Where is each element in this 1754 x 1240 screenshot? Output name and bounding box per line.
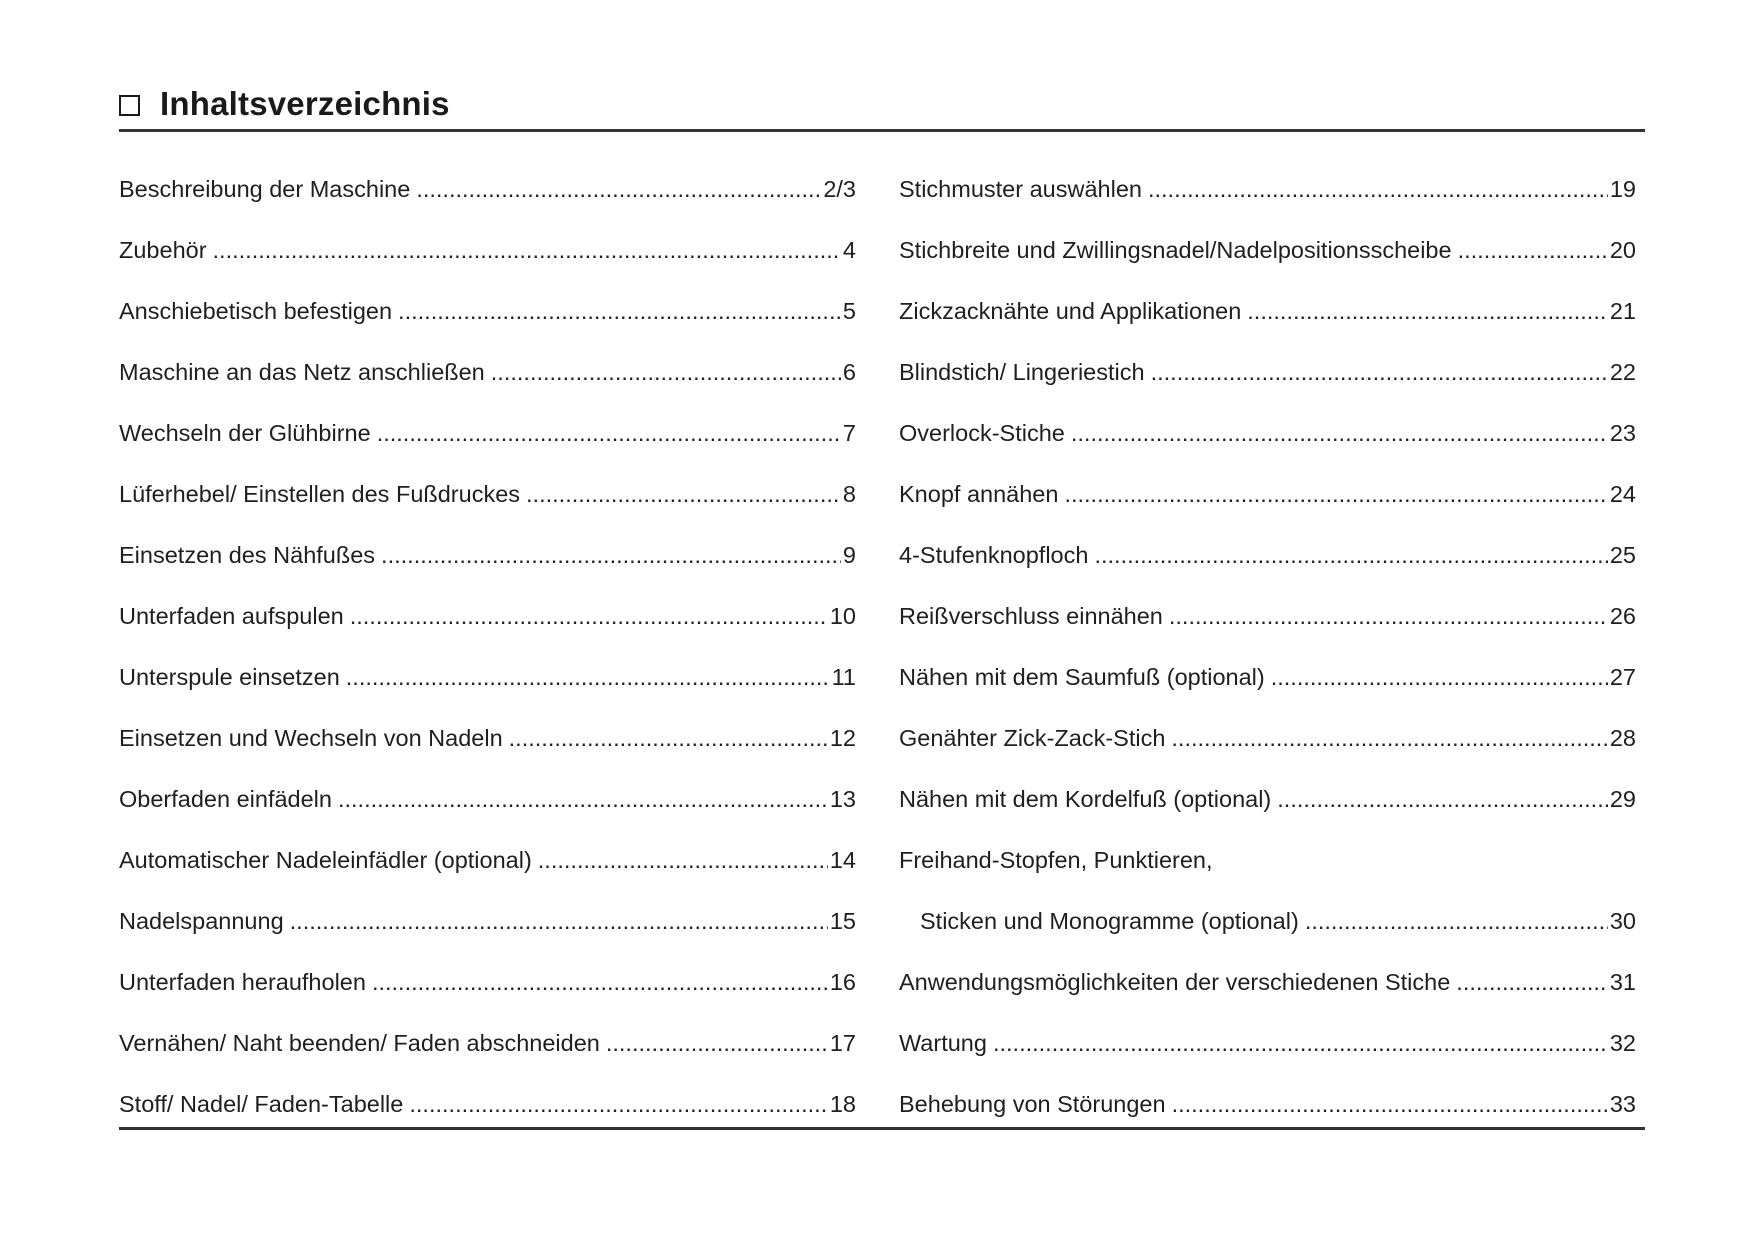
toc-entry-label: Stoff/ Nadel/ Faden-Tabelle: [119, 1091, 404, 1117]
toc-entry-label: Sticken und Monogramme (optional): [920, 908, 1299, 934]
dot-leader: [381, 542, 841, 569]
toc-entry-label: 4-Stufenknopfloch: [899, 542, 1089, 568]
toc-entry-label: Automatischer Nadeleinfädler (optional): [119, 847, 532, 873]
dot-leader: [1094, 542, 1607, 569]
toc-entry: [119, 176, 856, 237]
toc-entry-label: Anschiebetisch befestigen: [119, 298, 393, 324]
dot-leader: [1456, 969, 1608, 996]
dot-leader: [398, 298, 841, 325]
toc-entry: [119, 725, 856, 786]
toc-entry-page-number: 22: [1609, 359, 1636, 385]
toc-entry-label: Zubehör: [119, 237, 207, 263]
toc-entry: [899, 664, 1636, 725]
toc-entry-page-number: 29: [1609, 786, 1636, 812]
toc-entry-page-number: 30: [1609, 908, 1636, 934]
toc-entry-page-number: 18: [829, 1091, 856, 1117]
toc-entry-label: Oberfaden einfädeln: [119, 786, 332, 812]
toc-entry: [899, 420, 1636, 481]
toc-page: [119, 0, 1645, 1240]
toc-entry-page-number: 14: [829, 847, 856, 873]
dot-leader: [526, 481, 841, 508]
toc-entry-page-number: 27: [1609, 664, 1636, 690]
toc-entry-page-number: 24: [1609, 481, 1636, 507]
toc-entry-label: Genähter Zick-Zack-Stich: [899, 725, 1166, 751]
dot-leader: [1169, 603, 1608, 630]
toc-entry: [899, 969, 1636, 1030]
toc-entry-page-number: 6: [842, 359, 856, 385]
toc-entry: [899, 725, 1636, 786]
toc-entry-label: Maschine an das Netz anschließen: [119, 359, 485, 385]
dot-leader: [1458, 237, 1608, 264]
toc-entry-label: Anwendungsmöglichkeiten der verschiedenen Stiche: [899, 969, 1451, 995]
bottom-rule: [119, 1127, 1645, 1130]
page-heading: [119, 82, 450, 126]
dot-leader: [416, 176, 821, 203]
toc-entry-page-number: 28: [1609, 725, 1636, 751]
top-rule: [119, 129, 1645, 132]
toc-entry-label: Wartung: [899, 1030, 987, 1056]
toc-entry: [119, 664, 856, 725]
toc-entry-label: Lüferhebel/ Einstellen des Fußdruckes: [119, 481, 521, 507]
toc-entry: [899, 237, 1636, 298]
toc-entry-page-number: 25: [1609, 542, 1636, 568]
dot-leader: [338, 786, 828, 813]
toc-column-left: [119, 176, 856, 1152]
toc-entry-page-number: 19: [1609, 176, 1636, 202]
toc-entry-page-number: 10: [829, 603, 856, 629]
toc-entry-page-number: 16: [829, 969, 856, 995]
dot-leader: [372, 969, 828, 996]
toc-entry: [899, 1030, 1636, 1091]
toc-entry-label: Freihand-Stopfen, Punktieren,: [899, 847, 1213, 873]
toc-entry-label: Unterspule einsetzen: [119, 664, 340, 690]
dot-leader: [1277, 786, 1608, 813]
dot-leader: [606, 1030, 828, 1057]
toc-entry-page-number: 7: [842, 420, 856, 446]
toc-column-right: [899, 176, 1636, 1152]
dot-leader: [409, 1091, 828, 1118]
dot-leader: [1071, 420, 1608, 447]
toc-entry: [119, 847, 856, 908]
toc-entry: [119, 1091, 856, 1152]
dot-leader: [538, 847, 828, 874]
toc-entry-page-number: 20: [1609, 237, 1636, 263]
dot-leader: [1151, 359, 1608, 386]
dot-leader: [1305, 908, 1608, 935]
dot-leader: [509, 725, 828, 752]
toc-entry-page-number: 13: [829, 786, 856, 812]
toc-entry: [899, 298, 1636, 359]
toc-entry-page-number: 31: [1609, 969, 1636, 995]
toc-entry: [119, 786, 856, 847]
toc-entry-page-number: 32: [1609, 1030, 1636, 1056]
square-bullet-icon: [119, 95, 140, 116]
toc-entry-page-number: 15: [829, 908, 856, 934]
toc-entry-label: Unterfaden aufspulen: [119, 603, 344, 629]
toc-entry-page-number: 5: [842, 298, 856, 324]
toc-entry-page-number: 17: [829, 1030, 856, 1056]
toc-entry: [899, 603, 1636, 664]
toc-entry: [119, 969, 856, 1030]
toc-entry: [899, 542, 1636, 603]
toc-entry: [899, 786, 1636, 847]
toc-entry-page-number: 8: [842, 481, 856, 507]
toc-entry-page-number: 9: [842, 542, 856, 568]
toc-entry-page-number: 26: [1609, 603, 1636, 629]
toc-entry: [899, 359, 1636, 420]
toc-entry-label: Einsetzen und Wechseln von Nadeln: [119, 725, 503, 751]
toc-entry-page-number: 2/3: [823, 176, 856, 202]
dot-leader: [1172, 1091, 1608, 1118]
toc-entry-label: Beschreibung der Maschine: [119, 176, 411, 202]
toc-entry-label: Nähen mit dem Kordelfuß (optional): [899, 786, 1272, 812]
toc-entry: [899, 1091, 1636, 1152]
toc-entry: [119, 420, 856, 481]
toc-entry-page-number: 33: [1609, 1091, 1636, 1117]
toc-entry-label: Stichmuster auswählen: [899, 176, 1142, 202]
toc-entry: [119, 237, 856, 298]
toc-entry: [119, 298, 856, 359]
toc-entry-label: Overlock-Stiche: [899, 420, 1065, 446]
toc-entry-label: Einsetzen des Nähfußes: [119, 542, 376, 568]
toc-entry-label: Zickzacknähte und Applikationen: [899, 298, 1242, 324]
dot-leader: [1148, 176, 1608, 203]
dot-leader: [346, 664, 830, 691]
toc-entry-label: Unterfaden heraufholen: [119, 969, 366, 995]
toc-entry-page-number: 4: [842, 237, 856, 263]
toc-entry-label: Nadelspannung: [119, 908, 284, 934]
toc-entry: [899, 847, 1636, 908]
toc-entry-label: Reißverschluss einnähen: [899, 603, 1163, 629]
dot-leader: [1171, 725, 1607, 752]
toc-entry: [119, 359, 856, 420]
toc-entry-label: Nähen mit dem Saumfuß (optional): [899, 664, 1265, 690]
toc-entry-label: Knopf annähen: [899, 481, 1059, 507]
toc-entry: [899, 176, 1636, 237]
page-title: Inhaltsverzeichnis: [160, 85, 450, 122]
dot-leader: [213, 237, 841, 264]
toc-entry-label: Behebung von Störungen: [899, 1091, 1166, 1117]
toc-entry-page-number: 23: [1609, 420, 1636, 446]
dot-leader: [350, 603, 828, 630]
toc-entry: [119, 908, 856, 969]
dot-leader: [377, 420, 841, 447]
dot-leader: [993, 1030, 1608, 1057]
toc-entry-label: Blindstich/ Lingeriestich: [899, 359, 1145, 385]
toc-entry-label: Vernähen/ Naht beenden/ Faden abschneiden: [119, 1030, 600, 1056]
toc-entry: [899, 481, 1636, 542]
toc-entry: [119, 1030, 856, 1091]
toc-entry-page-number: 12: [829, 725, 856, 751]
dot-leader: [1247, 298, 1608, 325]
dot-leader: [1271, 664, 1608, 691]
dot-leader: [290, 908, 828, 935]
toc-entry-page-number: 21: [1609, 298, 1636, 324]
toc-entry: [119, 481, 856, 542]
toc-entry: [899, 908, 1636, 969]
dot-leader: [1064, 481, 1607, 508]
toc-entry-page-number: 11: [831, 664, 856, 690]
toc-entry: [119, 542, 856, 603]
toc-entry-label: Wechseln der Glühbirne: [119, 420, 371, 446]
dot-leader: [491, 359, 841, 386]
toc-entry: [119, 603, 856, 664]
toc-entry-label: Stichbreite und Zwillingsnadel/Nadelpositionsscheibe: [899, 237, 1452, 263]
